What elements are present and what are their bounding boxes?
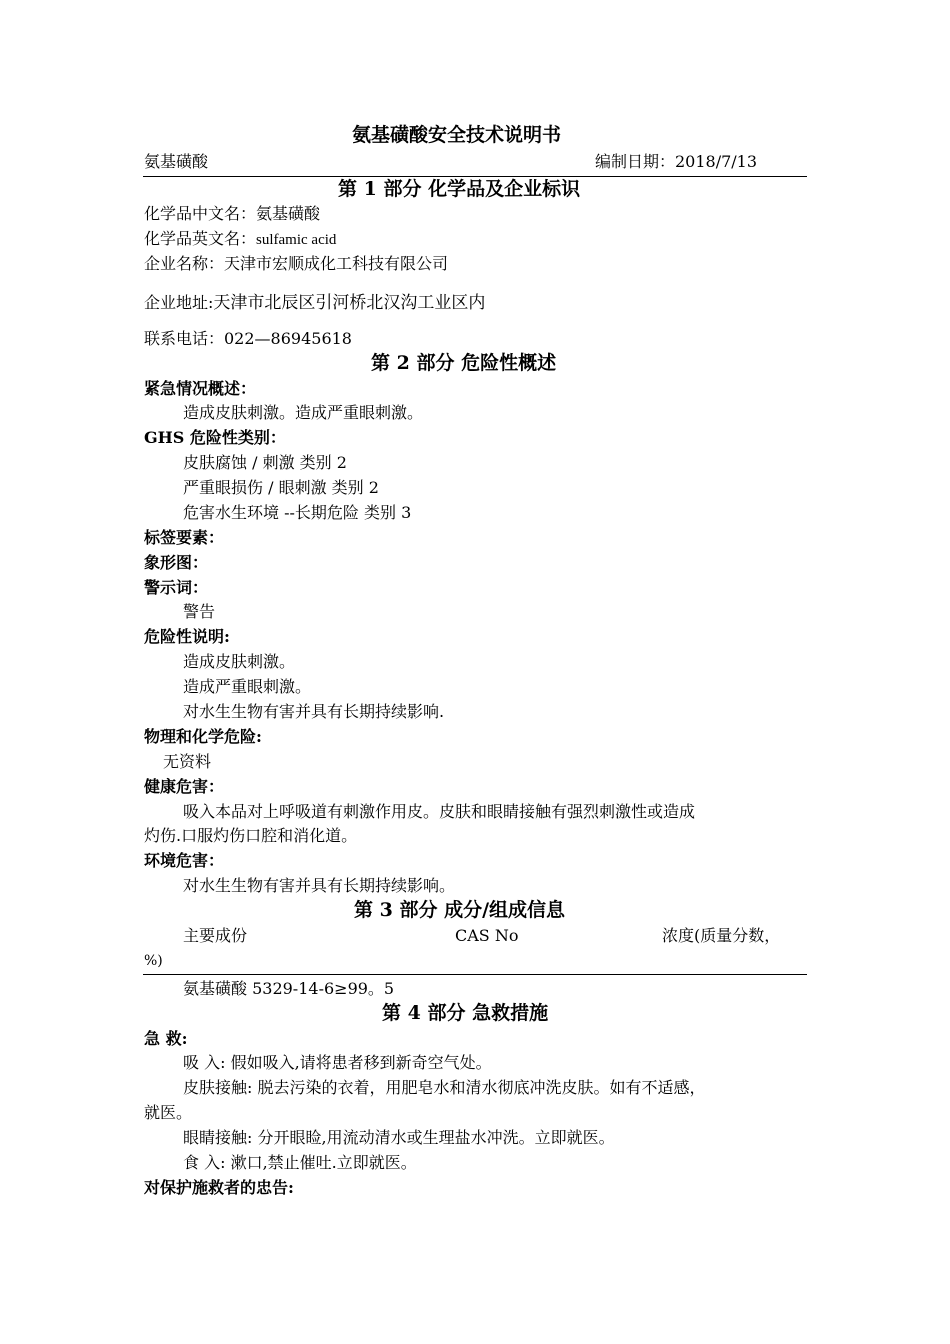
section-4-heading: 第 4 部分 急救措施 bbox=[382, 1002, 549, 1024]
composition-col-concentration-wrap: %) bbox=[144, 953, 163, 969]
ghs-category-item: 危害水生环境 --长期危险 类别 3 bbox=[183, 503, 412, 522]
address-label: 企业地址: bbox=[144, 293, 214, 312]
contact-phone: 联系电话：022—86945618 bbox=[144, 329, 352, 348]
first-aid-skin: 皮肤接触: 脱去污染的衣着，用肥皂水和清水彻底冲洗皮肤。如有不适感， bbox=[183, 1078, 706, 1097]
emergency-overview-text: 造成皮肤刺激。造成严重眼刺激。 bbox=[183, 403, 424, 422]
composition-divider bbox=[143, 974, 807, 975]
ghs-category-label: GHS 危险性类别： bbox=[144, 428, 286, 447]
composition-col-cas: CAS No bbox=[455, 926, 519, 945]
first-aid-skin-cont: 就医。 bbox=[144, 1103, 193, 1122]
header-product-name: 氨基磺酸 bbox=[144, 152, 209, 171]
label-elements-label: 标签要素： bbox=[144, 528, 225, 547]
hazard-statement-label: 危险性说明: bbox=[144, 627, 230, 646]
first-aid-ingestion: 食 入: 漱口,禁止催吐.立即就医。 bbox=[183, 1153, 417, 1172]
env-hazard-label: 环境危害： bbox=[144, 851, 225, 870]
composition-row: 氨基磺酸 5329-14-6≥99。5 bbox=[183, 979, 395, 998]
first-aid-label: 急 救: bbox=[144, 1029, 188, 1048]
hazard-statement: 对水生生物有害并具有长期持续影响. bbox=[183, 702, 445, 721]
pictogram-label: 象形图： bbox=[144, 553, 209, 572]
physchem-hazard-label: 物理和化学危险: bbox=[144, 727, 262, 746]
document-title: 氨基磺酸安全技术说明书 bbox=[352, 124, 562, 146]
health-hazard-label: 健康危害： bbox=[144, 777, 225, 796]
address-value: 天津市北辰区引河桥北汉沟工业区内 bbox=[213, 293, 486, 313]
chemical-en-label: 化学品英文名： bbox=[144, 229, 257, 248]
company-address bbox=[144, 292, 485, 314]
hazard-statement: 造成严重眼刺激。 bbox=[183, 677, 312, 696]
section-3-heading: 第 3 部分 成分/组成信息 bbox=[354, 899, 566, 921]
health-hazard-text-cont: 灼伤.口服灼伤口腔和消化道。 bbox=[144, 826, 358, 845]
chemical-cn-name: 化学品中文名：氨基磺酸 bbox=[144, 204, 321, 223]
header-divider bbox=[143, 176, 807, 177]
composition-col-concentration: 浓度(质量分数， bbox=[662, 926, 781, 945]
health-hazard-text: 吸入本品对上呼吸道有刺激作用皮。皮肤和眼睛接触有强烈刺激性或造成 bbox=[183, 802, 696, 821]
signal-word: 警告 bbox=[183, 602, 216, 621]
composition-col-ingredient: 主要成份 bbox=[183, 926, 248, 945]
physchem-hazard-text: 无资料 bbox=[163, 752, 212, 771]
ghs-category-item: 严重眼损伤 / 眼刺激 类别 2 bbox=[183, 478, 379, 497]
env-hazard-text: 对水生生物有害并具有长期持续影响。 bbox=[183, 876, 456, 895]
signal-word-label: 警示词： bbox=[144, 578, 209, 597]
chemical-en-value: sulfamic acid bbox=[256, 232, 337, 248]
hazard-statement: 造成皮肤刺激。 bbox=[183, 652, 296, 671]
emergency-overview-label: 紧急情况概述： bbox=[144, 379, 257, 398]
chemical-en-name bbox=[144, 228, 336, 251]
header-date: 编制日期：2018/7/13 bbox=[595, 152, 758, 171]
rescuer-advice-label: 对保护施救者的忠告: bbox=[144, 1178, 294, 1197]
section-2-heading: 第 2 部分 危险性概述 bbox=[371, 352, 557, 374]
ghs-category-item: 皮肤腐蚀 / 刺激 类别 2 bbox=[183, 453, 347, 472]
first-aid-eye: 眼睛接触: 分开眼睑,用流动清水或生理盐水冲洗。立即就医。 bbox=[183, 1128, 615, 1147]
section-1-heading: 第 1 部分 化学品及企业标识 bbox=[338, 178, 581, 200]
company-name: 企业名称：天津市宏顺成化工科技有限公司 bbox=[144, 254, 449, 273]
first-aid-inhalation: 吸 入: 假如吸入,请将患者移到新奇空气处。 bbox=[183, 1053, 492, 1072]
